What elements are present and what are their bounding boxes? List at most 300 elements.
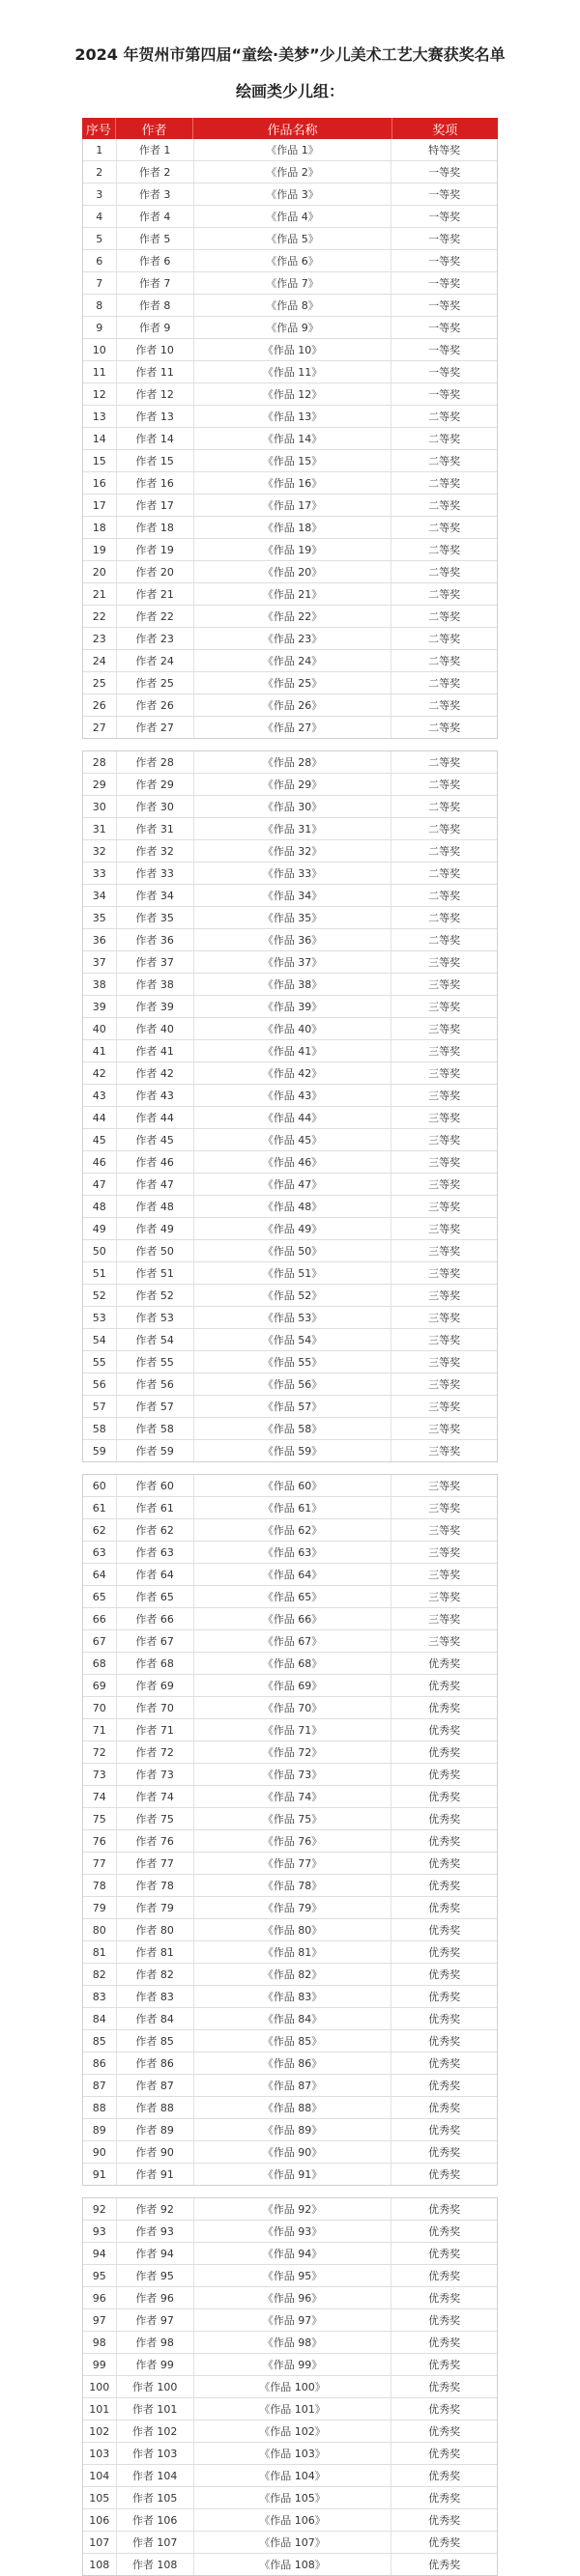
table-row: [83, 863, 497, 885]
cell-author: 作者 91: [117, 2164, 194, 2185]
cell-index: 91: [83, 2164, 117, 2185]
cell-author: 作者 64: [117, 1564, 194, 1585]
cell-index: 100: [83, 2376, 117, 2397]
table-row: [83, 495, 497, 517]
cell-author: 作者 14: [117, 428, 194, 449]
table-row: [83, 139, 497, 161]
cell-award: 三等奖: [428, 1090, 461, 1102]
cell-author: 作者 39: [117, 996, 194, 1017]
table-block: [82, 1474, 498, 2186]
cell-index: 61: [83, 1497, 117, 1518]
cell-work-title: 《作品 72》: [194, 1741, 392, 1763]
cell-award: 二等奖: [428, 655, 461, 667]
cell-work-title: 《作品 55》: [194, 1351, 392, 1373]
cell-index: 13: [83, 406, 117, 427]
cell-award: 优秀奖: [428, 2225, 461, 2238]
cell-index: 24: [83, 650, 117, 671]
table-row: [83, 774, 497, 796]
cell-index: 84: [83, 2008, 117, 2029]
cell-work-title: 《作品 64》: [194, 1564, 392, 1585]
cell-author: 作者 90: [117, 2141, 194, 2163]
cell-index: 17: [83, 495, 117, 516]
cell-work-title: 《作品 57》: [194, 1396, 392, 1417]
cell-work-title: 《作品 81》: [194, 1941, 392, 1963]
table-row: [83, 951, 497, 974]
cell-author: 作者 54: [117, 1329, 194, 1350]
cell-award: 三等奖: [428, 1378, 461, 1391]
cell-index: 10: [83, 339, 117, 360]
table-row: [83, 606, 497, 628]
cell-index: 39: [83, 996, 117, 1017]
cell-work-title: 《作品 60》: [194, 1475, 392, 1496]
table-row: [83, 1396, 497, 1418]
table-row: [83, 2052, 497, 2075]
cell-work-title: 《作品 41》: [194, 1040, 392, 1062]
cell-award: 一等奖: [428, 211, 461, 223]
cell-index: 86: [83, 2052, 117, 2074]
cell-index: 102: [83, 2420, 117, 2442]
cell-award: 三等奖: [428, 956, 461, 969]
cell-index: 53: [83, 1307, 117, 1328]
cell-work-title: 《作品 94》: [194, 2243, 392, 2264]
table-row: [83, 561, 497, 583]
cell-index: 22: [83, 606, 117, 627]
table-row: [83, 250, 497, 272]
cell-award: 二等奖: [428, 544, 461, 556]
cell-author: 作者 74: [117, 1786, 194, 1807]
cell-award: 二等奖: [428, 477, 461, 490]
table-row: [83, 929, 497, 951]
cell-work-title: 《作品 34》: [194, 885, 392, 906]
cell-author: 作者 48: [117, 1196, 194, 1217]
cell-award: 三等奖: [428, 1178, 461, 1191]
cell-author: 作者 15: [117, 450, 194, 471]
cell-award: 一等奖: [428, 233, 461, 245]
cell-author: 作者 88: [117, 2097, 194, 2118]
cell-award: 优秀奖: [428, 1857, 461, 1870]
table-row: [83, 1329, 497, 1351]
cell-author: 作者 24: [117, 650, 194, 671]
cell-work-title: 《作品 35》: [194, 907, 392, 928]
cell-work-title: 《作品 38》: [194, 974, 392, 995]
cell-award: 优秀奖: [428, 2146, 461, 2159]
cell-work-title: 《作品 85》: [194, 2030, 392, 2052]
cell-work-title: 《作品 19》: [194, 539, 392, 560]
cell-author: 作者 101: [117, 2398, 194, 2420]
table-row: [83, 1262, 497, 1285]
cell-work-title: 《作品 99》: [194, 2354, 392, 2375]
table-row: [83, 228, 497, 250]
table-row: [83, 1307, 497, 1329]
cell-work-title: 《作品 10》: [194, 339, 392, 360]
table-row: [83, 907, 497, 929]
cell-award: 三等奖: [428, 1156, 461, 1169]
cell-author: 作者 30: [117, 796, 194, 817]
table-row: [83, 206, 497, 228]
cell-work-title: 《作品 108》: [194, 2554, 392, 2575]
cell-index: 46: [83, 1151, 117, 1173]
cell-work-title: 《作品 83》: [194, 1986, 392, 2007]
table-row: [83, 2119, 497, 2141]
table-row: [83, 2532, 497, 2554]
cell-index: 72: [83, 1741, 117, 1763]
cell-author: 作者 52: [117, 1285, 194, 1306]
cell-work-title: 《作品 98》: [194, 2332, 392, 2353]
table-row: [83, 2097, 497, 2119]
table-row: [83, 1373, 497, 1396]
table-row: [83, 1440, 497, 1461]
cell-work-title: 《作品 33》: [194, 863, 392, 884]
cell-index: 96: [83, 2287, 117, 2308]
table-row: [83, 1608, 497, 1630]
table-row: [83, 2075, 497, 2097]
cell-award: 二等奖: [428, 455, 461, 467]
cell-author: 作者 94: [117, 2243, 194, 2264]
cell-award: 二等奖: [428, 912, 461, 924]
document-title: 2024 年贺州市第四届“童绘·美梦”少儿美术工艺大赛获奖名单: [74, 45, 506, 64]
table-row: [83, 361, 497, 383]
table-row: [83, 2008, 497, 2030]
cell-work-title: 《作品 87》: [194, 2075, 392, 2096]
table-row: [83, 184, 497, 206]
table-row: [83, 1351, 497, 1373]
cell-index: 92: [83, 2198, 117, 2220]
cell-work-title: 《作品 13》: [194, 406, 392, 427]
cell-author: 作者 82: [117, 1964, 194, 1985]
cell-author: 作者 107: [117, 2532, 194, 2553]
cell-work-title: 《作品 42》: [194, 1062, 392, 1084]
cell-award: 三等奖: [428, 1635, 461, 1648]
cell-index: 28: [83, 751, 117, 773]
cell-index: 104: [83, 2465, 117, 2486]
cell-author: 作者 32: [117, 840, 194, 862]
table-row: [83, 383, 497, 406]
cell-author: 作者 103: [117, 2443, 194, 2464]
cell-award: 优秀奖: [428, 1902, 461, 1914]
cell-index: 60: [83, 1475, 117, 1496]
cell-index: 97: [83, 2309, 117, 2331]
table-row: [83, 2030, 497, 2052]
cell-award: 优秀奖: [428, 2270, 461, 2282]
cell-author: 作者 17: [117, 495, 194, 516]
cell-author: 作者 45: [117, 1129, 194, 1150]
cell-work-title: 《作品 66》: [194, 1608, 392, 1629]
cell-index: 43: [83, 1085, 117, 1106]
cell-author: 作者 21: [117, 583, 194, 605]
cell-index: 77: [83, 1853, 117, 1874]
cell-work-title: 《作品 26》: [194, 694, 392, 716]
table-row: [83, 818, 497, 840]
table-row: [83, 2141, 497, 2164]
cell-author: 作者 42: [117, 1062, 194, 1084]
cell-award: 优秀奖: [428, 1769, 461, 1781]
cell-work-title: 《作品 43》: [194, 1085, 392, 1106]
cell-award: 三等奖: [428, 1569, 461, 1581]
cell-work-title: 《作品 46》: [194, 1151, 392, 1173]
table-row: [83, 428, 497, 450]
cell-index: 30: [83, 796, 117, 817]
cell-index: 73: [83, 1764, 117, 1785]
cell-index: 70: [83, 1697, 117, 1718]
cell-work-title: 《作品 56》: [194, 1373, 392, 1395]
cell-award: 一等奖: [428, 344, 461, 356]
cell-author: 作者 4: [117, 206, 194, 227]
cell-award: 三等奖: [428, 1591, 461, 1603]
cell-author: 作者 106: [117, 2509, 194, 2531]
cell-author: 作者 12: [117, 383, 194, 405]
cell-award: 优秀奖: [428, 2336, 461, 2349]
cell-work-title: 《作品 75》: [194, 1808, 392, 1829]
cell-work-title: 《作品 91》: [194, 2164, 392, 2185]
cell-index: 79: [83, 1897, 117, 1918]
cell-author: 作者 68: [117, 1653, 194, 1674]
cell-author: 作者 87: [117, 2075, 194, 2096]
cell-award: 优秀奖: [428, 1680, 461, 1692]
cell-award: 优秀奖: [428, 2403, 461, 2416]
cell-award: 优秀奖: [428, 2492, 461, 2505]
cell-work-title: 《作品 103》: [194, 2443, 392, 2464]
cell-index: 108: [83, 2554, 117, 2575]
cell-index: 68: [83, 1653, 117, 1674]
cell-work-title: 《作品 82》: [194, 1964, 392, 1985]
awards-table: [82, 118, 498, 2576]
table-row: [83, 1418, 497, 1440]
cell-award: 优秀奖: [428, 2124, 461, 2137]
table-block: [82, 139, 498, 739]
cell-award: 三等奖: [428, 1023, 461, 1035]
cell-work-title: 《作品 7》: [194, 272, 392, 294]
cell-index: 6: [83, 250, 117, 271]
table-row: [83, 1240, 497, 1262]
cell-award: 三等奖: [428, 1502, 461, 1514]
cell-award: 三等奖: [428, 1480, 461, 1492]
cell-work-title: 《作品 92》: [194, 2198, 392, 2220]
cell-index: 88: [83, 2097, 117, 2118]
cell-index: 107: [83, 2532, 117, 2553]
cell-index: 31: [83, 818, 117, 839]
cell-work-title: 《作品 58》: [194, 1418, 392, 1439]
cell-award: 优秀奖: [428, 2080, 461, 2092]
table-row: [83, 1129, 497, 1151]
table-row: [83, 1941, 497, 1964]
table-row: [83, 628, 497, 650]
table-row: [83, 2509, 497, 2532]
table-row: [83, 2198, 497, 2221]
cell-author: 作者 6: [117, 250, 194, 271]
cell-index: 33: [83, 863, 117, 884]
cell-author: 作者 41: [117, 1040, 194, 1062]
cell-award: 优秀奖: [428, 1880, 461, 1892]
cell-author: 作者 40: [117, 1018, 194, 1039]
cell-index: 37: [83, 951, 117, 973]
cell-author: 作者 63: [117, 1542, 194, 1563]
cell-work-title: 《作品 29》: [194, 774, 392, 795]
cell-work-title: 《作品 97》: [194, 2309, 392, 2331]
cell-index: 89: [83, 2119, 117, 2140]
cell-award: 优秀奖: [428, 2536, 461, 2549]
cell-index: 48: [83, 1196, 117, 1217]
table-row: [83, 2243, 497, 2265]
cell-index: 18: [83, 517, 117, 538]
table-row: [83, 406, 497, 428]
cell-work-title: 《作品 49》: [194, 1218, 392, 1239]
table-row: [83, 1218, 497, 1240]
cell-award: 二等奖: [428, 588, 461, 601]
cell-work-title: 《作品 1》: [194, 139, 392, 160]
cell-award: 三等奖: [428, 1423, 461, 1435]
cell-author: 作者 80: [117, 1919, 194, 1940]
cell-index: 90: [83, 2141, 117, 2163]
cell-index: 23: [83, 628, 117, 649]
cell-index: 36: [83, 929, 117, 950]
cell-work-title: 《作品 88》: [194, 2097, 392, 2118]
cell-index: 85: [83, 2030, 117, 2052]
cell-author: 作者 5: [117, 228, 194, 249]
cell-award: 三等奖: [428, 1334, 461, 1346]
cell-work-title: 《作品 74》: [194, 1786, 392, 1807]
cell-work-title: 《作品 31》: [194, 818, 392, 839]
cell-author: 作者 75: [117, 1808, 194, 1829]
cell-work-title: 《作品 20》: [194, 561, 392, 582]
cell-award: 二等奖: [428, 890, 461, 902]
table-row: [83, 1497, 497, 1519]
cell-award: 优秀奖: [428, 1791, 461, 1803]
cell-work-title: 《作品 8》: [194, 295, 392, 316]
cell-index: 55: [83, 1351, 117, 1373]
cell-work-title: 《作品 15》: [194, 450, 392, 471]
cell-work-title: 《作品 73》: [194, 1764, 392, 1785]
table-row: [83, 1062, 497, 1085]
cell-author: 作者 71: [117, 1719, 194, 1741]
cell-award: 优秀奖: [428, 1702, 461, 1714]
cell-work-title: 《作品 30》: [194, 796, 392, 817]
cell-index: 12: [83, 383, 117, 405]
cell-author: 作者 46: [117, 1151, 194, 1173]
table-row: [83, 1675, 497, 1697]
cell-award: 一等奖: [428, 188, 461, 201]
cell-author: 作者 65: [117, 1586, 194, 1607]
cell-work-title: 《作品 62》: [194, 1519, 392, 1541]
cell-work-title: 《作品 36》: [194, 929, 392, 950]
cell-index: 58: [83, 1418, 117, 1439]
cell-work-title: 《作品 50》: [194, 1240, 392, 1261]
cell-work-title: 《作品 102》: [194, 2420, 392, 2442]
cell-author: 作者 89: [117, 2119, 194, 2140]
table-row: [83, 1897, 497, 1919]
cell-author: 作者 99: [117, 2354, 194, 2375]
table-row: [83, 1174, 497, 1196]
cell-index: 26: [83, 694, 117, 716]
cell-work-title: 《作品 18》: [194, 517, 392, 538]
cell-index: 54: [83, 1329, 117, 1350]
cell-award: 三等奖: [428, 1001, 461, 1013]
table-row: [83, 1107, 497, 1129]
cell-award: 二等奖: [428, 499, 461, 512]
header-author: 作者: [116, 118, 193, 139]
cell-author: 作者 104: [117, 2465, 194, 2486]
table-row: [83, 272, 497, 295]
cell-award: 二等奖: [428, 522, 461, 534]
cell-work-title: 《作品 27》: [194, 717, 392, 738]
cell-index: 20: [83, 561, 117, 582]
table-row: [83, 2487, 497, 2509]
table-row: [83, 694, 497, 717]
cell-work-title: 《作品 52》: [194, 1285, 392, 1306]
cell-award: 一等奖: [428, 166, 461, 179]
cell-work-title: 《作品 47》: [194, 1174, 392, 1195]
cell-award: 优秀奖: [428, 2248, 461, 2260]
cell-work-title: 《作品 76》: [194, 1830, 392, 1852]
cell-work-title: 《作品 95》: [194, 2265, 392, 2286]
table-row: [83, 717, 497, 738]
cell-author: 作者 57: [117, 1396, 194, 1417]
cell-index: 9: [83, 317, 117, 338]
table-row: [83, 885, 497, 907]
cell-work-title: 《作品 2》: [194, 161, 392, 183]
cell-index: 78: [83, 1875, 117, 1896]
cell-award: 一等奖: [428, 322, 461, 334]
cell-index: 45: [83, 1129, 117, 1150]
cell-award: 一等奖: [428, 277, 461, 290]
cell-award: 一等奖: [428, 366, 461, 379]
table-row: [83, 2465, 497, 2487]
cell-author: 作者 76: [117, 1830, 194, 1852]
cell-index: 4: [83, 206, 117, 227]
cell-author: 作者 58: [117, 1418, 194, 1439]
cell-index: 87: [83, 2075, 117, 2096]
cell-author: 作者 100: [117, 2376, 194, 2397]
table-row: [83, 796, 497, 818]
cell-work-title: 《作品 78》: [194, 1875, 392, 1896]
cell-author: 作者 105: [117, 2487, 194, 2508]
header-index: 序号: [82, 118, 116, 139]
table-block: [82, 2197, 498, 2576]
cell-index: 25: [83, 672, 117, 694]
cell-author: 作者 37: [117, 951, 194, 973]
cell-author: 作者 61: [117, 1497, 194, 1518]
cell-award: 优秀奖: [428, 2381, 461, 2393]
cell-award: 优秀奖: [428, 2203, 461, 2216]
cell-index: 101: [83, 2398, 117, 2420]
cell-award: 三等奖: [428, 1134, 461, 1146]
cell-award: 三等奖: [428, 1201, 461, 1213]
table-row: [83, 1085, 497, 1107]
cell-author: 作者 35: [117, 907, 194, 928]
cell-work-title: 《作品 51》: [194, 1262, 392, 1284]
cell-author: 作者 51: [117, 1262, 194, 1284]
cell-award: 三等奖: [428, 1245, 461, 1258]
cell-award: 三等奖: [428, 1445, 461, 1458]
cell-work-title: 《作品 93》: [194, 2221, 392, 2242]
cell-index: 2: [83, 161, 117, 183]
table-row: [83, 1542, 497, 1564]
cell-author: 作者 50: [117, 1240, 194, 1261]
cell-work-title: 《作品 90》: [194, 2141, 392, 2163]
cell-author: 作者 7: [117, 272, 194, 294]
cell-work-title: 《作品 65》: [194, 1586, 392, 1607]
cell-work-title: 《作品 101》: [194, 2398, 392, 2420]
cell-index: 51: [83, 1262, 117, 1284]
cell-author: 作者 25: [117, 672, 194, 694]
cell-work-title: 《作品 23》: [194, 628, 392, 649]
cell-award: 二等奖: [428, 722, 461, 734]
table-row: [83, 583, 497, 606]
cell-award: 优秀奖: [428, 2559, 461, 2571]
cell-index: 59: [83, 1440, 117, 1461]
cell-award: 二等奖: [428, 823, 461, 835]
cell-author: 作者 62: [117, 1519, 194, 1541]
cell-award: 二等奖: [428, 845, 461, 858]
